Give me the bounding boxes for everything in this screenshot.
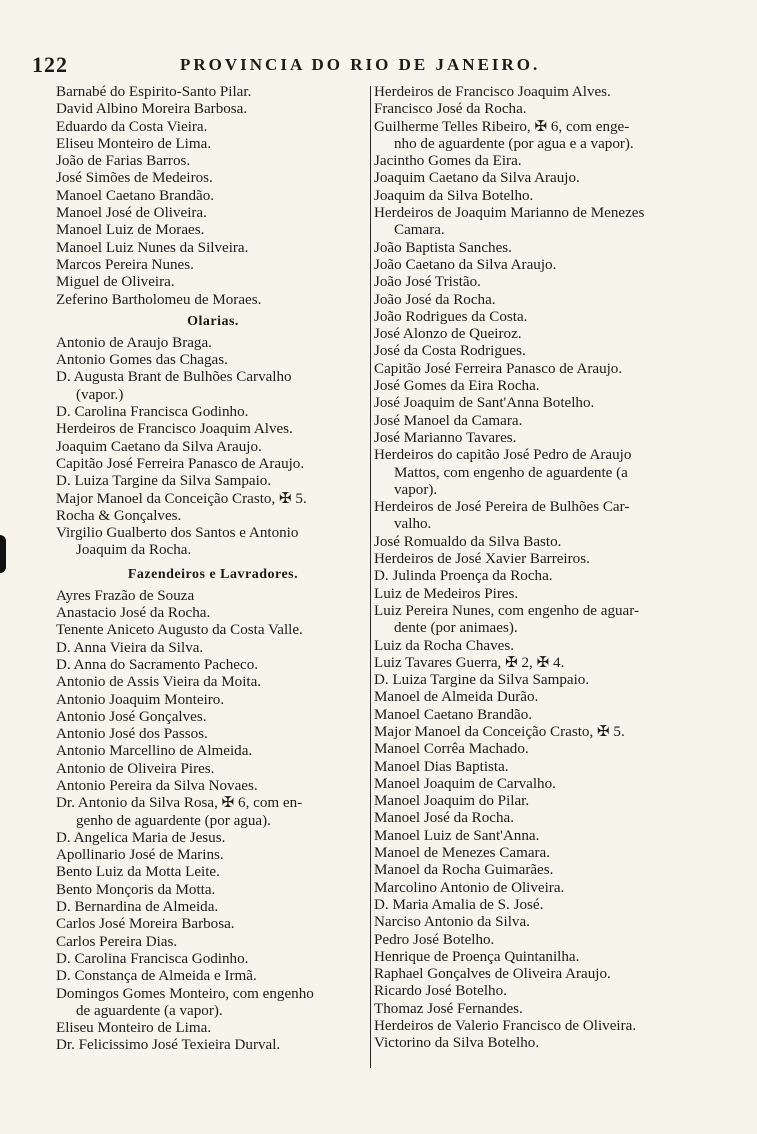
list-item: João José Tristão. xyxy=(374,274,481,291)
list-item-continuation: valho. xyxy=(394,516,432,533)
list-item: Carlos José Moreira Barbosa. xyxy=(56,916,235,933)
list-item: Herdeiros de Francisco Joaquim Alves. xyxy=(374,84,611,100)
list-item: D. Anna do Sacramento Pacheco. xyxy=(56,656,259,673)
list-item: Manoel de Almeida Durão. xyxy=(374,689,539,706)
list-item: Manoel Luiz de Sant'Anna. xyxy=(374,827,540,844)
section-heading-olarias: Olarias. xyxy=(187,313,239,329)
list-item: José Romualdo da Silva Basto. xyxy=(374,533,562,550)
list-item: Antonio José Gonçalves. xyxy=(56,708,207,725)
fazendeiros-list xyxy=(56,588,370,1055)
list-item: Domingos Gomes Monteiro, com engenho xyxy=(56,985,314,1002)
list-item: José Manoel da Camara. xyxy=(374,412,523,429)
list-item: Manoel Caetano Brandão. xyxy=(374,706,533,723)
list-item: D. Maria Amalia de S. José. xyxy=(374,896,544,913)
list-item: D. Luiza Targine da Silva Sampaio. xyxy=(374,672,590,689)
list-item: D. Carolina Francisca Godinho. xyxy=(56,950,249,967)
list-item: Manoel Corrêa Machado. xyxy=(374,741,529,758)
list-item: Francisco José da Rocha. xyxy=(374,101,527,118)
list-item: Herdeiros de José Xavier Barreiros. xyxy=(374,551,590,568)
list-item: Dr. Felicissimo José Texieira Durval. xyxy=(56,1037,281,1054)
list-item: Capitão José Ferreira Panasco de Araujo. xyxy=(56,455,305,472)
list-item: D. Luiza Targine da Silva Sampaio. xyxy=(56,473,272,490)
list-item: Herdeiros de Joaquim Marianno de Menezes xyxy=(374,205,645,222)
list-item: João de Farias Barros. xyxy=(56,153,191,170)
list-item: José Simões de Medeiros. xyxy=(56,170,213,187)
list-item: José da Costa Rodrigues. xyxy=(374,343,526,360)
page-header xyxy=(32,52,722,76)
list-item: Tenente Aniceto Augusto da Costa Valle. xyxy=(56,622,303,639)
list-item: Miguel de Oliveira. xyxy=(56,274,175,291)
left-column xyxy=(56,84,370,1055)
list-item: Dr. Antonio da Silva Rosa, ✠ 6, com en- xyxy=(56,795,303,812)
list-item: Thomaz José Fernandes. xyxy=(374,1000,523,1017)
list-item: Rocha & Gonçalves. xyxy=(56,507,182,524)
list-item: João Rodrigues da Costa. xyxy=(374,308,528,325)
list-item-continuation: de aguardente (a vapor). xyxy=(76,1002,223,1019)
running-title: PROVINCIA DO RIO DE JANEIRO. xyxy=(180,55,541,74)
list-item: Narciso Antonio da Silva. xyxy=(374,914,530,931)
list-item-continuation: Mattos, com engenho de aguardente (a xyxy=(394,464,628,481)
list-item: Ricardo José Botelho. xyxy=(374,983,507,1000)
list-item: David Albino Moreira Barbosa. xyxy=(56,101,248,118)
list-item: Antonio de Oliveira Pires. xyxy=(56,760,215,777)
list-item: Antonio de Assis Vieira da Moita. xyxy=(56,674,262,691)
list-item: José Gomes da Eira Rocha. xyxy=(374,378,540,395)
right-column xyxy=(374,84,702,1053)
list-item: Herdeiros de Francisco Joaquim Alves. xyxy=(56,421,293,438)
list-item: Raphael Gonçalves de Oliveira Araujo. xyxy=(374,966,611,983)
list-item-continuation: genho de aguardente (por agua). xyxy=(76,812,271,829)
list-item: D. Augusta Brant de Bulhões Carvalho xyxy=(56,369,292,386)
list-item: Joaquim Caetano da Silva Araujo. xyxy=(374,170,580,187)
list-item: Eduardo da Costa Vieira. xyxy=(56,118,208,135)
top-entries-list xyxy=(56,84,370,309)
list-item-continuation: Joaquim da Rocha. xyxy=(76,542,192,559)
list-item: José Alonzo de Queiroz. xyxy=(374,326,522,343)
list-item: Herdeiros de Valerio Francisco de Oliveira. xyxy=(374,1018,637,1035)
list-item: Guilherme Telles Ribeiro, ✠ 6, com enge- xyxy=(374,118,630,135)
list-item: Marcos Pereira Nunes. xyxy=(56,256,194,273)
list-item: Carlos Pereira Dias. xyxy=(56,933,178,950)
list-item: Herdeiros do capitão José Pedro de Araujo xyxy=(374,447,632,464)
list-item-continuation: nho de aguardente (por agua e a vapor). xyxy=(394,135,634,152)
olarias-list xyxy=(56,335,370,560)
list-item: Victorino da Silva Botelho. xyxy=(374,1035,540,1052)
list-item: Manoel José de Oliveira. xyxy=(56,205,207,222)
list-item: Antonio José dos Passos. xyxy=(56,726,208,743)
list-item: Antonio de Araujo Braga. xyxy=(56,334,212,351)
list-item: Antonio Pereira da Silva Novaes. xyxy=(56,777,258,794)
list-item: Joaquim da Silva Botelho. xyxy=(374,187,534,204)
list-item: Apollinario José de Marins. xyxy=(56,847,224,864)
list-item: Pedro José Botelho. xyxy=(374,931,495,948)
list-item: José Joaquim de Sant'Anna Botelho. xyxy=(374,395,595,412)
list-item: Luiz da Rocha Chaves. xyxy=(374,637,514,654)
list-item-continuation: (vapor.) xyxy=(76,386,124,403)
list-item: D. Bernardina de Almeida. xyxy=(56,899,219,916)
list-item: Antonio Marcellino de Almeida. xyxy=(56,743,253,760)
list-item: D. Julinda Proença da Rocha. xyxy=(374,568,553,585)
list-item: D. Carolina Francisca Godinho. xyxy=(56,404,249,421)
list-item: Manoel Dias Baptista. xyxy=(374,758,509,775)
list-item: Luiz Tavares Guerra, ✠ 2, ✠ 4. xyxy=(374,654,565,671)
list-item: Manoel Luiz Nunes da Silveira. xyxy=(56,239,249,256)
list-item: Virgilio Gualberto dos Santos e Antonio xyxy=(56,525,299,542)
list-item: Manoel Caetano Brandão. xyxy=(56,187,215,204)
page-number: 122 xyxy=(32,52,68,77)
list-item: Bento Monçoris da Motta. xyxy=(56,881,216,898)
list-item: José Marianno Tavares. xyxy=(374,429,517,446)
list-item: Zeferino Bartholomeu de Moraes. xyxy=(56,291,262,308)
list-item: João Baptista Sanches. xyxy=(374,239,512,256)
list-item: Jacintho Gomes da Eira. xyxy=(374,153,522,170)
list-item: Eliseu Monteiro de Lima. xyxy=(56,1020,212,1037)
list-item: D. Constança de Almeida e Irmã. xyxy=(56,968,257,985)
list-item: D. Anna Vieira da Silva. xyxy=(56,639,204,656)
list-item: Henrique de Proença Quintanilha. xyxy=(374,948,580,965)
list-item: João José da Rocha. xyxy=(374,291,496,308)
list-item: Manoel Joaquim de Carvalho. xyxy=(374,775,556,792)
ink-blot xyxy=(0,535,6,573)
list-item: Capitão José Ferreira Panasco de Araujo. xyxy=(374,360,623,377)
list-item: Manoel da Rocha Guimarães. xyxy=(374,862,554,879)
list-item: Luiz Pereira Nunes, com engenho de aguar- xyxy=(374,602,639,619)
list-item-continuation: Camara. xyxy=(394,222,445,239)
list-item: Antonio Gomes das Chagas. xyxy=(56,352,228,369)
list-item: Marcolino Antonio de Oliveira. xyxy=(374,879,565,896)
list-item: Anastacio José da Rocha. xyxy=(56,605,211,622)
list-item: Bento Luiz da Motta Leite. xyxy=(56,864,220,881)
list-item: D. Angelica Maria de Jesus. xyxy=(56,829,226,846)
list-item: Joaquim Caetano da Silva Araujo. xyxy=(56,438,262,455)
list-item: João Caetano da Silva Araujo. xyxy=(374,256,557,273)
list-item: Manoel de Menezes Camara. xyxy=(374,845,551,862)
column-divider xyxy=(370,86,371,1068)
list-item: Ayres Frazão de Souza xyxy=(56,587,195,604)
list-item-continuation: vapor). xyxy=(394,481,438,498)
list-item: Barnabé do Espirito-Santo Pilar. xyxy=(56,84,252,100)
list-item-continuation: dente (por animaes). xyxy=(394,620,518,637)
list-item: Manoel José da Rocha. xyxy=(374,810,515,827)
list-item: Luiz de Medeiros Pires. xyxy=(374,585,519,602)
section-heading-fazendeiros: Fazendeiros e Lavradores. xyxy=(127,566,299,582)
list-item: Eliseu Monteiro de Lima. xyxy=(56,135,212,152)
list-item: Antonio Joaquim Monteiro. xyxy=(56,691,225,708)
list-item: Major Manoel da Conceição Crasto, ✠ 5. xyxy=(374,723,625,740)
list-item: Manoel Joaquim do Pilar. xyxy=(374,793,530,810)
list-item: Manoel Luiz de Moraes. xyxy=(56,222,205,239)
list-item: Major Manoel da Conceição Crasto, ✠ 5. xyxy=(56,490,307,507)
list-item: Herdeiros de José Pereira de Bulhões Car- xyxy=(374,499,630,516)
